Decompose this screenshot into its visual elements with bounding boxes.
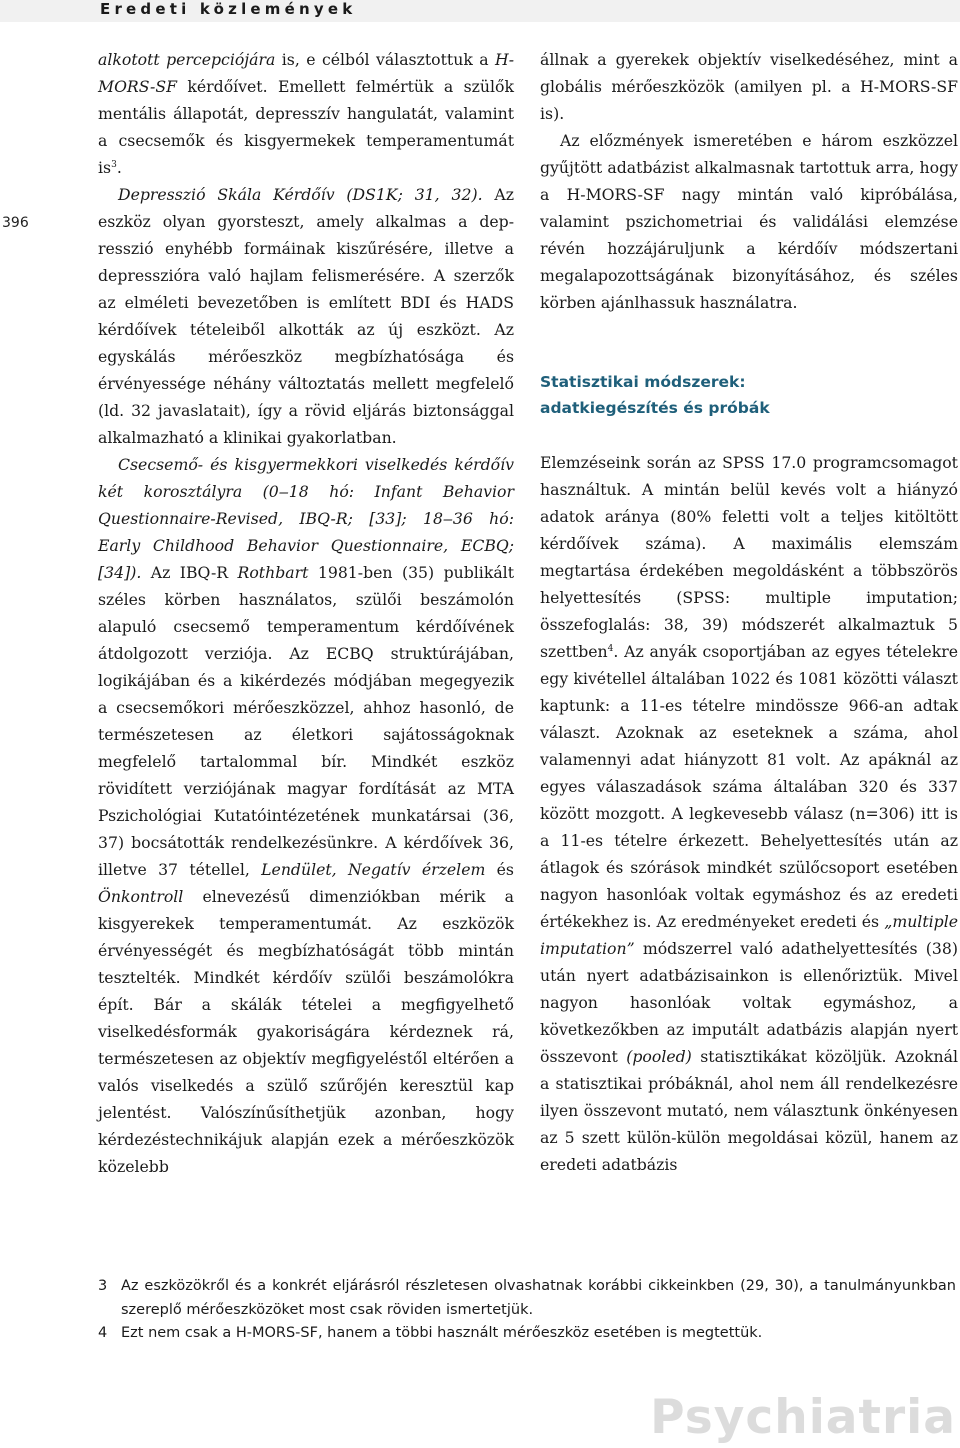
text-run: módszerrel való adathelyettesítés (38) után nyert adatbázisainkon is ellenőriztük. Mivel nagyon hasonlóak voltak egymáshoz, a következőkben az imputált adatbázis alapján nyert összevont [540, 939, 958, 1066]
paragraph: állnak a gyerekek objektív viselkedéséhez, mint a globális mérőeszközök (amilyen pl. a H-MORS-SF is). [540, 50, 958, 123]
italic-term: H-MORS-SF [98, 50, 514, 96]
text-run: statisztikákat közöljük. Azoknál a statisztikai próbáknál, ahol nem áll rendelkezésre ilyen összevont mutató, nem választunk önkényesen az 5 szett külön-külön megoldásai közül, hanem az eredeti adatbázis [540, 1047, 958, 1174]
text-run: elnevezésű dimenziókban mérik a kisgyerekek temperamentumát. Az eszközök érvényességét és megbízhatóságát több mintán tesztelték. Mindkét kérdőív szülői beszámolókra épít. Bár a skálák tételei a megfigyelhető viselkedésformák gyakoriságára kérdeznek rá, természetesen az objektív megfigyeléstől eltérően a valós viselkedés a szülő szűrőjén keresztül kap jelentést. Valószínűsíthetjük azonban, hogy kérdezéstechnikájuk alapján ezek a mérőeszközök közelebb [98, 887, 514, 1176]
paragraph: Az előzmények ismeretében e három eszközzel gyűjtött adatbázist alkalmasnak tartottuk arra, hogy a H-MORS-SF nagy mintán való kipróbálása, valamint pszichometriai és validálási elemzése révén hozzájáruljunk a kérdőív módszertani megalapozottságának bizonyításához, és széles körben ajánlhassuk használatra. [540, 131, 958, 312]
page-number: 396 [2, 215, 29, 231]
text-run: 1981-ben (35) publikált széles körben használatos, szülői beszámolón alapuló csecsemő temperamentum kérdőívének átdolgozott verziója. Az ECBQ struktúrájában, logikájában és a kikérdezés módjában megegyezik a csecsemőkori mérőeszközzel, ahhoz hasonló, de természetesen az életkori sajátosságoknak megfelelő tartalommal bír. Mindkét eszköz rövidített verziójának magyar fordítását az MTA Pszichológiai Kutatóintézetének munkatársai (36, 37) bocsátották rendelkezésünkre. A kérdőívek 36, illetve 37 tétellel, [98, 563, 515, 879]
footnote [98, 1322, 956, 1346]
footnote [98, 1275, 956, 1322]
instrument-title: Depresszió Skála Kérdőív (DS1K; 31, 32). [118, 185, 483, 204]
text-run: és [485, 860, 514, 879]
text-run: . [116, 158, 122, 177]
left-column [98, 46, 514, 1180]
text-run: Elemzéseink során az SPSS 17.0 programcsomagot használtuk. A mintán belül kevés volt a hiányzó adatok aránya (80% feletti volt a teljes kitöltött kérdőívek száma). A maximális elemszám megtartása érdekében megoldásként a többszörös helyettesítés (SPSS: multiple imputation; összefoglalás: 38, 39) módszerét alkalmaztuk 5 szettben [540, 453, 958, 661]
footnote-text: Az eszközökről és a konkrét eljárásról részletesen olvashatnak korábbi cikkeinkben (29, 30), a tanulmányunkban szereplő mérőeszközöket most csak röviden ismertetjük. [121, 1278, 956, 1318]
right-column [540, 46, 958, 1178]
section-heading-line: Statisztikai módszerek: [540, 373, 746, 391]
italic-term: alkotott percepciójára [98, 50, 276, 69]
section-heading-line: adatkiegészítés és próbák [540, 399, 770, 417]
paragraph [98, 451, 514, 1180]
text-run: . Az anyák csoportjában az egyes tételekre egy kivétellel általában 1022 és 1081 közötti választ kaptunk: a 11-es tételre mindössze 966-an adtak választ. Azoknak az eseteknek a száma, ahol valamennyi adat hiányzott 81 volt. Az apáknál az egyes válaszadások száma általában 320 és 337 között mozgott. A legkevesebb válasz (n=306) itt is a 11-es tételre érkezett. Behelyettesítés után az átlagok és szórások mindkét szülőcsoport esetében nagyon hasonlóak voltak egymáshoz és az eredeti értékekhez is. Az eredményeket eredeti és [540, 642, 958, 931]
footnote-number: 3 [98, 1278, 108, 1294]
page-header [0, 0, 960, 22]
text-run: kérdőívet. Emellett felmértük a szülők mentális állapotát, depresszív hangulatát, valamint a csecsemők és kisgyermekek temperamentumát is [98, 77, 514, 177]
footnote-ref: 3 [111, 159, 117, 170]
section-title: Eredeti közlemények [100, 0, 357, 18]
paragraph [98, 46, 514, 181]
paragraph [540, 449, 958, 1178]
italic-term: Önkontroll [98, 887, 184, 906]
instrument-title: Csecsemő- és kisgyermekkori viselkedés kérdőív két korosztályra (0‒18 hó: Infant Behavior Questionnaire-Revised, IBQ-R; [33]; 18‒36 hó: Early Childhood Behavior Questionnaire, ECBQ; [34]). [98, 455, 514, 582]
section-heading [540, 369, 958, 421]
paragraph [98, 181, 514, 451]
italic-term: „multiple imputation” [540, 912, 958, 958]
text-run: Az eszköz olyan gyorsteszt, amely alkalmas a depresszió enyhébb formáinak kiszűrésére, illetve a depresszióra való hajlam felismerésére. A szerzők az elméleti bevezetőben is említett BDI és HADS kérdőívek tételeiből alkották az új eszközt. Az egyskálás mérőeszköz megbízhatósága és érvényessége néhány változtatás mellett megfelelő (ld. 32 javaslatait), így a rövid eljárás biztonsággal alkalmazható a klinikai gyakorlatban. [98, 185, 514, 447]
footnote-text: Ezt nem csak a H-MORS-SF, hanem a többi használt mérőeszköz esetében is megtettük. [121, 1325, 763, 1341]
italic-term: Lendület, Negatív érzelem [261, 860, 486, 879]
italic-term: (pooled) [626, 1047, 692, 1066]
footnote-number: 4 [98, 1325, 108, 1341]
italic-term: Rothbart [237, 563, 309, 582]
footnotes [98, 1275, 956, 1346]
text-run: is, e célból választottuk a [275, 50, 496, 69]
text-run: Az IBQ-R [141, 563, 238, 582]
journal-logo: Psychiatria [650, 1390, 956, 1445]
footnote-ref: 4 [607, 643, 614, 654]
